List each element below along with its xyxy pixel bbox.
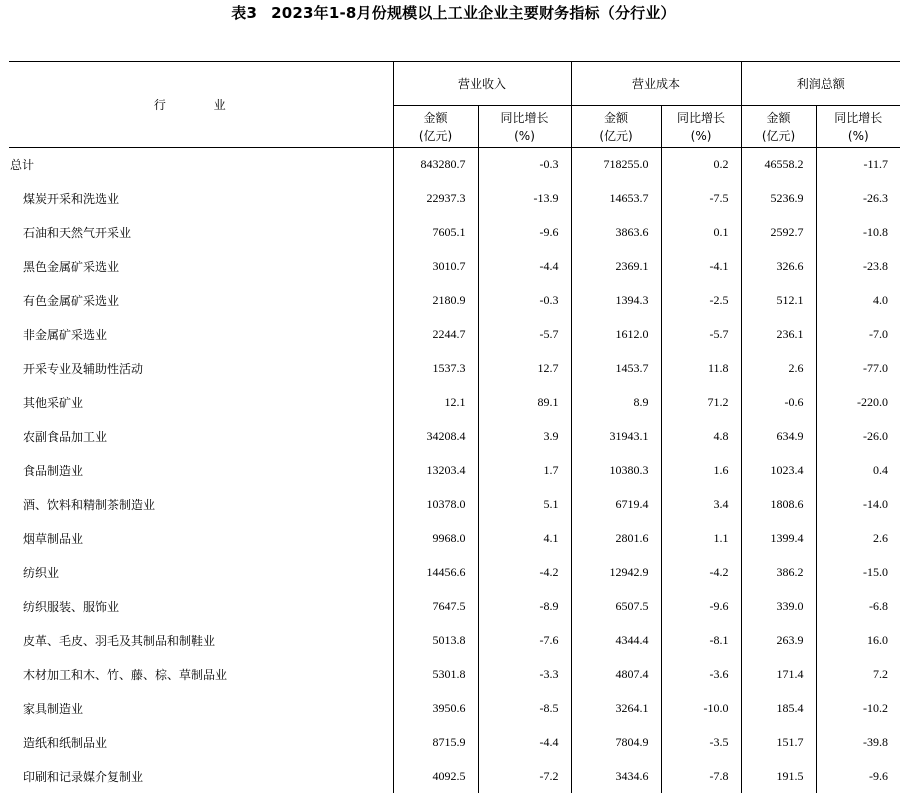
revenue-amount-cell: 8715.9 bbox=[393, 725, 478, 759]
revenue-amount-cell: 3010.7 bbox=[393, 249, 478, 283]
industry-name: 酒、饮料和精制茶制造业 bbox=[9, 487, 393, 521]
table-row bbox=[9, 657, 900, 691]
cost-growth-cell: -4.2 bbox=[661, 555, 741, 589]
industry-name: 其他采矿业 bbox=[9, 385, 393, 419]
cost-amount-cell: 4344.4 bbox=[571, 623, 661, 657]
cost-amount-cell: 6507.5 bbox=[571, 589, 661, 623]
profit-growth-cell: -77.0 bbox=[816, 351, 900, 385]
revenue-growth-cell: -8.5 bbox=[478, 691, 571, 725]
table-row bbox=[9, 691, 900, 725]
profit-amount-cell: 1808.6 bbox=[741, 487, 816, 521]
revenue-growth-header: 同比增长 (%) bbox=[478, 106, 571, 148]
table-row bbox=[9, 487, 900, 521]
cost-growth-cell: -3.5 bbox=[661, 725, 741, 759]
table-row bbox=[9, 351, 900, 385]
cost-amount-cell: 1612.0 bbox=[571, 317, 661, 351]
profit-amount-cell: 1023.4 bbox=[741, 453, 816, 487]
cost-amount-cell: 4807.4 bbox=[571, 657, 661, 691]
profit-amount-cell: 512.1 bbox=[741, 283, 816, 317]
cost-growth-cell: 4.8 bbox=[661, 419, 741, 453]
industry-name: 皮革、毛皮、羽毛及其制品和制鞋业 bbox=[9, 623, 393, 657]
revenue-growth-cell: -4.2 bbox=[478, 555, 571, 589]
cost-growth-cell: -2.5 bbox=[661, 283, 741, 317]
revenue-amount-cell: 4092.5 bbox=[393, 759, 478, 793]
table-row bbox=[9, 589, 900, 623]
revenue-growth-cell: -7.6 bbox=[478, 623, 571, 657]
profit-amount-cell: 5236.9 bbox=[741, 181, 816, 215]
table-row bbox=[9, 419, 900, 453]
profit-amount-cell: 2.6 bbox=[741, 351, 816, 385]
cost-amount-cell: 31943.1 bbox=[571, 419, 661, 453]
revenue-amount-cell: 7647.5 bbox=[393, 589, 478, 623]
table-row bbox=[9, 215, 900, 249]
profit-growth-cell: 0.4 bbox=[816, 453, 900, 487]
table-row bbox=[9, 385, 900, 419]
cost-amount-cell: 8.9 bbox=[571, 385, 661, 419]
industry-name: 开采专业及辅助性活动 bbox=[9, 351, 393, 385]
cost-growth-cell: -3.6 bbox=[661, 657, 741, 691]
cost-growth-cell: 0.1 bbox=[661, 215, 741, 249]
cost-amount-cell: 1394.3 bbox=[571, 283, 661, 317]
revenue-amount-cell: 10378.0 bbox=[393, 487, 478, 521]
profit-group-header: 利润总额 bbox=[741, 62, 900, 106]
revenue-growth-cell: -7.2 bbox=[478, 759, 571, 793]
profit-growth-header: 同比增长 (%) bbox=[816, 106, 900, 148]
cost-amount-cell: 12942.9 bbox=[571, 555, 661, 589]
cost-amount-cell: 1453.7 bbox=[571, 351, 661, 385]
profit-growth-cell: -220.0 bbox=[816, 385, 900, 419]
cost-growth-cell: 1.1 bbox=[661, 521, 741, 555]
profit-growth-cell: -11.7 bbox=[816, 148, 900, 182]
industry-name: 造纸和纸制品业 bbox=[9, 725, 393, 759]
table-header bbox=[9, 62, 900, 148]
revenue-amount-cell: 22937.3 bbox=[393, 181, 478, 215]
revenue-amount-cell: 843280.7 bbox=[393, 148, 478, 182]
revenue-group-header: 营业收入 bbox=[393, 62, 571, 106]
profit-amount-cell: 171.4 bbox=[741, 657, 816, 691]
table-row bbox=[9, 555, 900, 589]
revenue-growth-cell: -3.3 bbox=[478, 657, 571, 691]
profit-growth-cell: -10.8 bbox=[816, 215, 900, 249]
industry-name: 农副食品加工业 bbox=[9, 419, 393, 453]
profit-growth-cell: 2.6 bbox=[816, 521, 900, 555]
cost-growth-cell: 11.8 bbox=[661, 351, 741, 385]
revenue-growth-cell: -8.9 bbox=[478, 589, 571, 623]
revenue-amount-cell: 34208.4 bbox=[393, 419, 478, 453]
profit-amount-cell: 236.1 bbox=[741, 317, 816, 351]
profit-growth-cell: -26.3 bbox=[816, 181, 900, 215]
profit-growth-cell: 4.0 bbox=[816, 283, 900, 317]
profit-amount-cell: 634.9 bbox=[741, 419, 816, 453]
table-row bbox=[9, 725, 900, 759]
profit-growth-cell: -23.8 bbox=[816, 249, 900, 283]
industry-name: 印刷和记录媒介复制业 bbox=[9, 759, 393, 793]
cost-amount-cell: 3264.1 bbox=[571, 691, 661, 725]
profit-amount-cell: 263.9 bbox=[741, 623, 816, 657]
profit-growth-cell: -15.0 bbox=[816, 555, 900, 589]
profit-growth-cell: 16.0 bbox=[816, 623, 900, 657]
industry-name: 家具制造业 bbox=[9, 691, 393, 725]
profit-growth-cell: -14.0 bbox=[816, 487, 900, 521]
cost-growth-cell: -4.1 bbox=[661, 249, 741, 283]
cost-growth-cell: -9.6 bbox=[661, 589, 741, 623]
revenue-growth-cell: 12.7 bbox=[478, 351, 571, 385]
table-row bbox=[9, 317, 900, 351]
revenue-growth-cell: -5.7 bbox=[478, 317, 571, 351]
cost-amount-cell: 718255.0 bbox=[571, 148, 661, 182]
cost-amount-cell: 7804.9 bbox=[571, 725, 661, 759]
profit-amount-cell: 2592.7 bbox=[741, 215, 816, 249]
revenue-amount-cell: 12.1 bbox=[393, 385, 478, 419]
cost-amount-cell: 10380.3 bbox=[571, 453, 661, 487]
profit-growth-cell: 7.2 bbox=[816, 657, 900, 691]
revenue-amount-header: 金额 (亿元) bbox=[393, 106, 478, 148]
cost-amount-cell: 2369.1 bbox=[571, 249, 661, 283]
industry-name: 纺织业 bbox=[9, 555, 393, 589]
revenue-amount-cell: 3950.6 bbox=[393, 691, 478, 725]
revenue-amount-cell: 2244.7 bbox=[393, 317, 478, 351]
table-row bbox=[9, 521, 900, 555]
table-body bbox=[9, 148, 900, 793]
cost-amount-cell: 3434.6 bbox=[571, 759, 661, 793]
industry-column-header: 行 业 bbox=[9, 62, 393, 148]
revenue-growth-cell: 89.1 bbox=[478, 385, 571, 419]
industry-name: 木材加工和木、竹、藤、棕、草制品业 bbox=[9, 657, 393, 691]
revenue-growth-cell: 1.7 bbox=[478, 453, 571, 487]
cost-growth-cell: -7.5 bbox=[661, 181, 741, 215]
revenue-amount-cell: 7605.1 bbox=[393, 215, 478, 249]
profit-amount-cell: 386.2 bbox=[741, 555, 816, 589]
industry-name: 石油和天然气开采业 bbox=[9, 215, 393, 249]
cost-growth-cell: 3.4 bbox=[661, 487, 741, 521]
cost-growth-cell: 71.2 bbox=[661, 385, 741, 419]
table-number: 表3 bbox=[231, 4, 257, 22]
industry-name: 烟草制品业 bbox=[9, 521, 393, 555]
industry-name: 有色金属矿采选业 bbox=[9, 283, 393, 317]
revenue-amount-cell: 5301.8 bbox=[393, 657, 478, 691]
revenue-amount-cell: 13203.4 bbox=[393, 453, 478, 487]
cost-growth-cell: -8.1 bbox=[661, 623, 741, 657]
revenue-growth-cell: -4.4 bbox=[478, 725, 571, 759]
table-row bbox=[9, 623, 900, 657]
profit-amount-header: 金额 (亿元) bbox=[741, 106, 816, 148]
cost-growth-header: 同比增长 (%) bbox=[661, 106, 741, 148]
cost-amount-header: 金额 (亿元) bbox=[571, 106, 661, 148]
revenue-growth-cell: -0.3 bbox=[478, 283, 571, 317]
profit-amount-cell: 46558.2 bbox=[741, 148, 816, 182]
industry-name: 纺织服装、服饰业 bbox=[9, 589, 393, 623]
cost-growth-cell: -7.8 bbox=[661, 759, 741, 793]
revenue-growth-cell: -4.4 bbox=[478, 249, 571, 283]
total-row bbox=[9, 148, 900, 182]
profit-growth-cell: -26.0 bbox=[816, 419, 900, 453]
cost-amount-cell: 14653.7 bbox=[571, 181, 661, 215]
cost-amount-cell: 6719.4 bbox=[571, 487, 661, 521]
table-row bbox=[9, 181, 900, 215]
table-row bbox=[9, 249, 900, 283]
table-row bbox=[9, 283, 900, 317]
table-title-text: 2023年1-8月份规模以上工业企业主要财务指标（分行业） bbox=[271, 4, 676, 22]
table-row bbox=[9, 453, 900, 487]
revenue-growth-cell: 3.9 bbox=[478, 419, 571, 453]
profit-amount-cell: 185.4 bbox=[741, 691, 816, 725]
profit-growth-cell: -39.8 bbox=[816, 725, 900, 759]
cost-amount-cell: 3863.6 bbox=[571, 215, 661, 249]
financial-indicators-table bbox=[9, 61, 900, 793]
cost-group-header: 营业成本 bbox=[571, 62, 741, 106]
profit-amount-cell: -0.6 bbox=[741, 385, 816, 419]
revenue-growth-cell: 4.1 bbox=[478, 521, 571, 555]
cost-amount-cell: 2801.6 bbox=[571, 521, 661, 555]
profit-amount-cell: 339.0 bbox=[741, 589, 816, 623]
profit-amount-cell: 1399.4 bbox=[741, 521, 816, 555]
cost-growth-cell: -5.7 bbox=[661, 317, 741, 351]
profit-growth-cell: -9.6 bbox=[816, 759, 900, 793]
profit-amount-cell: 326.6 bbox=[741, 249, 816, 283]
revenue-amount-cell: 5013.8 bbox=[393, 623, 478, 657]
industry-name: 黑色金属矿采选业 bbox=[9, 249, 393, 283]
revenue-growth-cell: -0.3 bbox=[478, 148, 571, 182]
profit-growth-cell: -6.8 bbox=[816, 589, 900, 623]
profit-amount-cell: 151.7 bbox=[741, 725, 816, 759]
table-row bbox=[9, 759, 900, 793]
industry-name: 煤炭开采和洗选业 bbox=[9, 181, 393, 215]
industry-name: 食品制造业 bbox=[9, 453, 393, 487]
cost-growth-cell: -10.0 bbox=[661, 691, 741, 725]
table-title bbox=[0, 4, 907, 22]
cost-growth-cell: 0.2 bbox=[661, 148, 741, 182]
revenue-amount-cell: 14456.6 bbox=[393, 555, 478, 589]
revenue-growth-cell: 5.1 bbox=[478, 487, 571, 521]
profit-amount-cell: 191.5 bbox=[741, 759, 816, 793]
industry-name: 总计 bbox=[9, 148, 393, 182]
revenue-growth-cell: -13.9 bbox=[478, 181, 571, 215]
industry-name: 非金属矿采选业 bbox=[9, 317, 393, 351]
profit-growth-cell: -7.0 bbox=[816, 317, 900, 351]
revenue-growth-cell: -9.6 bbox=[478, 215, 571, 249]
cost-growth-cell: 1.6 bbox=[661, 453, 741, 487]
revenue-amount-cell: 9968.0 bbox=[393, 521, 478, 555]
profit-growth-cell: -10.2 bbox=[816, 691, 900, 725]
revenue-amount-cell: 2180.9 bbox=[393, 283, 478, 317]
revenue-amount-cell: 1537.3 bbox=[393, 351, 478, 385]
